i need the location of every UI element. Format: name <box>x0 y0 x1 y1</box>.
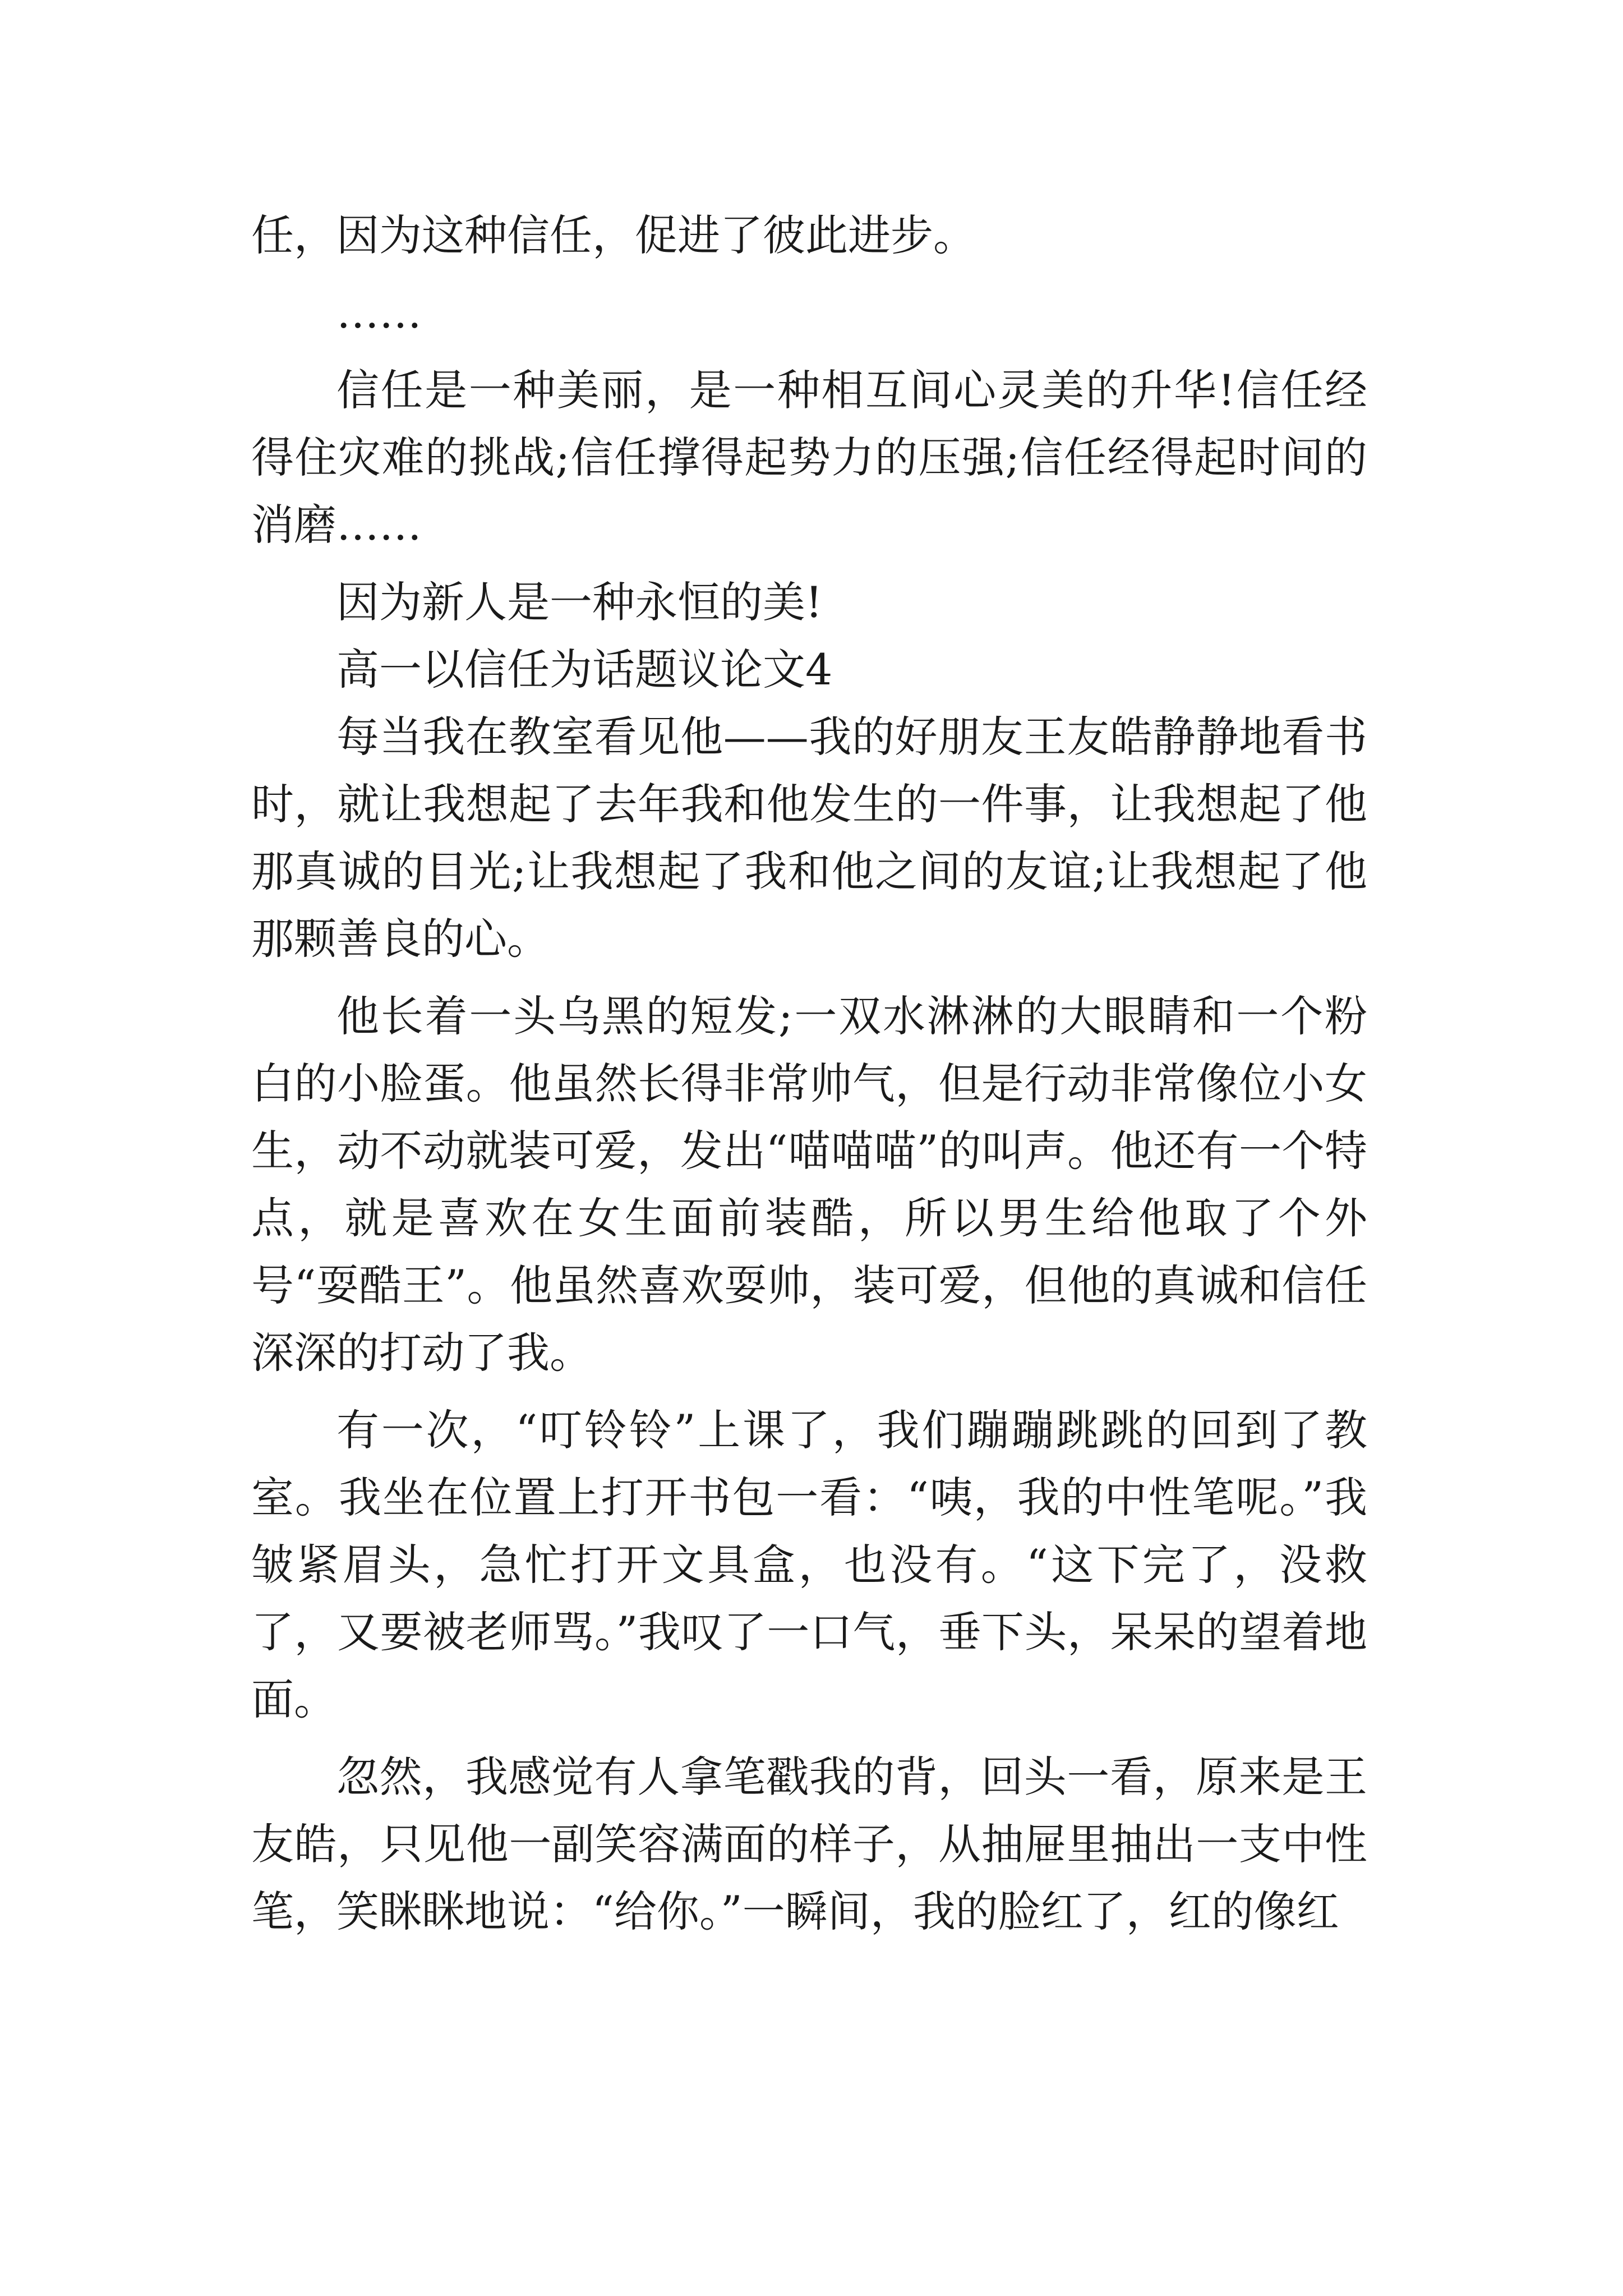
paragraph-eternal-beauty: 因为新人是一种永恒的美! <box>336 577 823 627</box>
paragraph-description: 他长着一头乌黑的短发;一双水淋淋的大眼睛和一个粉白的小脸蛋。他虽然长得非常帅气，但是行动非常像位小女生，动不动就装可爱，发出“喵喵喵”的叫声。他还有一个特点，就是喜欢在女生面前装酷，所以男生给他取了个外号“耍酷王”。他虽然喜欢耍帅，装可爱，但他的真诚和信任深深的打动了我。 <box>251 991 1367 1378</box>
paragraph-intro: 每当我在教室看见他——我的好朋友王友皓静静地看书时，就让我想起了去年我和他发生的一件事，让我想起了他那真诚的目光;让我想起了我和他之间的友谊;让我想起了他那颗善良的心。 <box>251 712 1367 964</box>
paragraph-trust-beauty: 信任是一种美丽，是一种相互间心灵美的升华!信任经得住灾难的挑战;信任撑得起势力的压强;信任经得起时间的消磨…… <box>251 365 1367 550</box>
paragraph-incident: 有一次，“叮铃铃”上课了，我们蹦蹦跳跳的回到了教室。我坐在位置上打开书包一看：“咦，我的中性笔呢。”我皱紧眉头，急忙打开文具盒，也没有。“这下完了，没救了，又要被老师骂。”我叹了一口气，垂下头，呆呆的望着地面。 <box>251 1405 1367 1724</box>
paragraph-resolution: 忽然，我感觉有人拿笔戳我的背，回头一看，原来是王友皓，只见他一副笑容满面的样子，从抽屉里抽出一支中性笔，笑眯眯地说：“给你。”一瞬间，我的脸红了，红的像红 <box>251 1752 1367 1936</box>
document-body <box>251 202 1367 1945</box>
paragraph-ellipsis: …… <box>336 288 422 338</box>
essay-title: 高一以信任为话题议论文4 <box>336 645 833 694</box>
paragraph-continuation: 任，因为这种信任，促进了彼此进步。 <box>251 210 976 260</box>
